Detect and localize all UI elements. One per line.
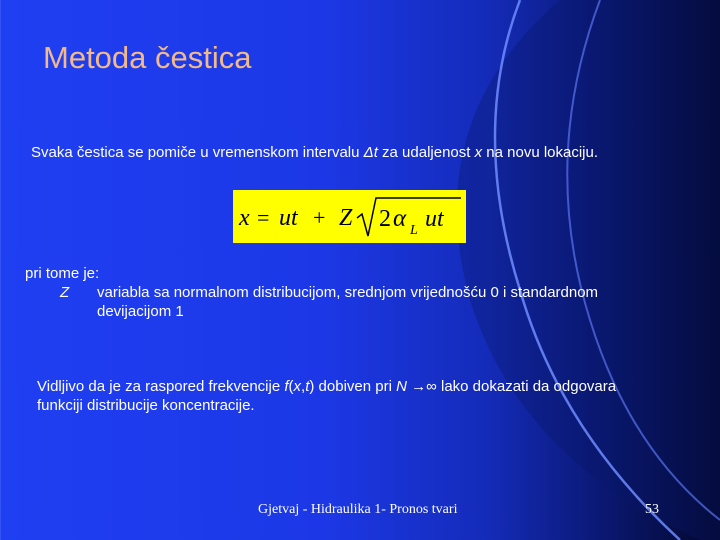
- formula-equation: [233, 190, 466, 243]
- formula-ut-2: ut: [425, 206, 444, 232]
- conclusion-line2: funkciji distribucije koncentracije.: [37, 397, 255, 414]
- conclusion-text-a: Vidljivo da je za raspored frekvencije: [37, 378, 285, 395]
- conclusion-text-c: lako dokazati da odgovara: [436, 378, 617, 395]
- N-symbol: N: [396, 378, 407, 395]
- formula-x: x: [239, 205, 250, 231]
- motion-sentence-end: na novu lokaciju.: [482, 144, 599, 161]
- where-label: pri tome je:: [25, 265, 100, 282]
- motion-sentence-start: Svaka čestica se pomiče u vremenskom intervalu: [31, 144, 364, 161]
- delta-t-symbol: Δt: [363, 144, 378, 161]
- footer-text: Gjetvaj - Hidraulika 1- Pronos tvari: [258, 502, 458, 517]
- formula-plus: +: [313, 205, 326, 230]
- slide-title: Metoda čestica: [43, 40, 252, 75]
- Z-description-line1: variabla sa normalnom distribucijom, srednjom vrijednošću 0 i standardnom: [97, 284, 599, 301]
- formula-two: 2: [379, 206, 391, 232]
- x-arg: x: [293, 378, 302, 395]
- motion-sentence: [31, 143, 598, 162]
- formula-box: [233, 190, 466, 243]
- formula-ut: ut: [279, 205, 298, 231]
- formula-Z: Z: [339, 205, 353, 231]
- motion-sentence-middle: za udaljenost: [377, 144, 475, 161]
- conclusion-line1: [37, 377, 616, 396]
- paren-open: (: [288, 378, 294, 395]
- arrow-infinity: →∞: [406, 378, 437, 395]
- conclusion-text-b: dobiven pri: [314, 378, 397, 395]
- sqrt-sign: [357, 198, 461, 236]
- Z-symbol: Z: [60, 284, 70, 301]
- formula-alpha: α: [393, 205, 407, 232]
- page-number: 53: [645, 502, 659, 517]
- f-symbol: f: [284, 378, 289, 395]
- t-arg: t: [305, 378, 310, 395]
- formula-equals: =: [257, 205, 270, 230]
- comma: ,: [301, 378, 306, 395]
- formula-subscript-L: L: [410, 223, 418, 238]
- Z-description-line2: devijacijom 1: [97, 303, 184, 320]
- x-symbol: x: [474, 144, 483, 161]
- paren-close: ): [309, 378, 315, 395]
